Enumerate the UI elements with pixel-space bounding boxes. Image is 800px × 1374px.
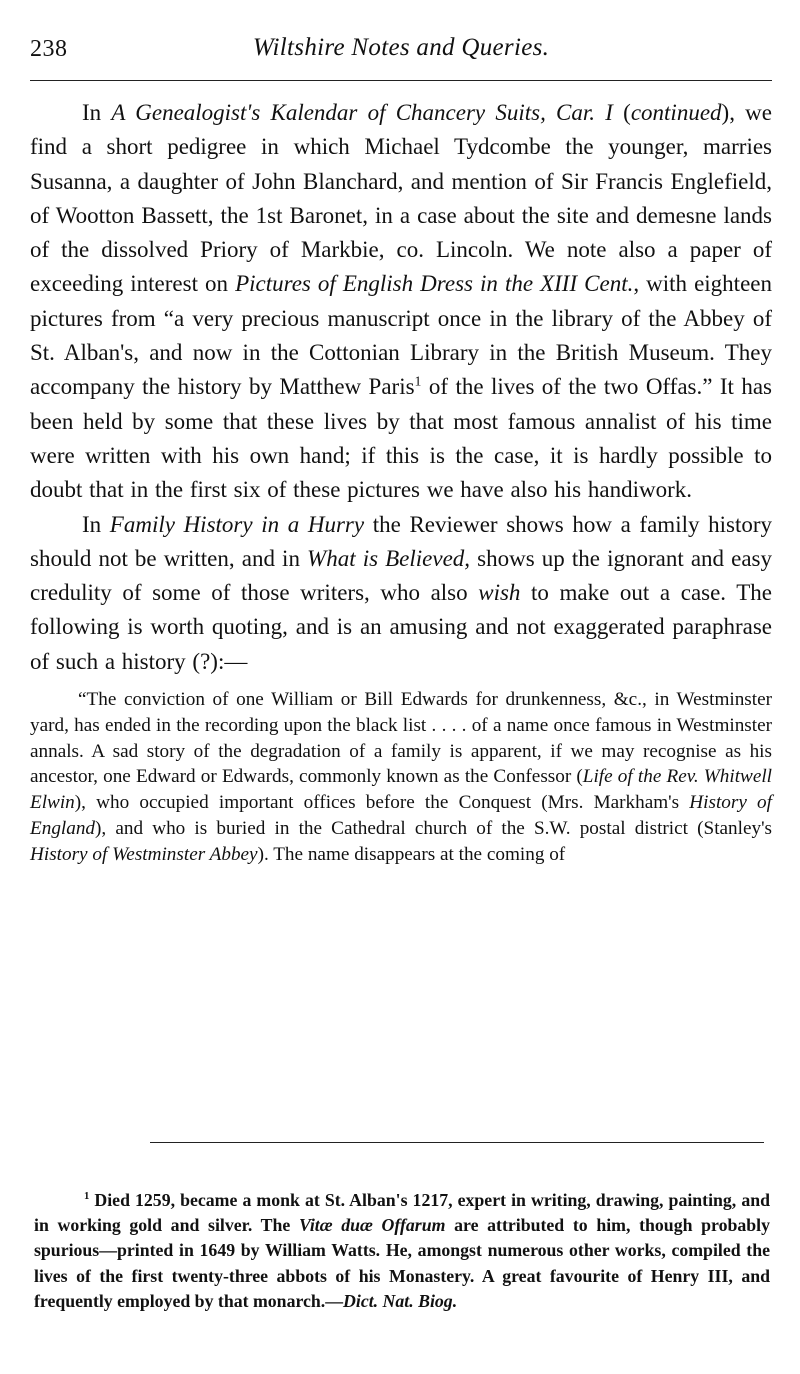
- text-run: “The conviction of one William or Bill Edwards for drunkenness, &c., in Westminster yard, has ended in the recording upon the black list . . . . of a name once famous in Westminster annals. A sad story of the degradation of a family is apparent, if we may recognise as his ancestor, one Edward or Edwards, commonly known as the Confessor (: [30, 689, 772, 788]
- italic-text: continued: [630, 100, 722, 125]
- italic-title: What is Believed,: [307, 545, 471, 571]
- italic-title: Life of the Rev. Whitwell Elwin: [30, 766, 772, 814]
- italic-title: Vitæ duæ Offarum: [298, 1215, 446, 1236]
- footnote-marker: 1: [84, 1190, 90, 1203]
- italic-title: History of England: [30, 792, 772, 840]
- text-run: ), we find a short pedigree in which Michael Tydcombe the younger, marries Susanna, a daughter of John Blanchard, and mention of Sir Francis Englefield, of Wootton Bassett, the 1st Baronet, in a case about the site and demesne lands of the dissolved Priory of Markbie, co. Lincoln. We note also a paper of exceeding interest on: [30, 100, 772, 297]
- italic-title: A Genealogist's Kalendar of Chancery Suits, Car. I: [111, 100, 613, 125]
- citation: Dict. Nat. Biog.: [343, 1290, 458, 1311]
- paragraph-family-history: [30, 508, 772, 679]
- footnote: [34, 1188, 770, 1314]
- paragraph-chancery-suits: [30, 96, 772, 508]
- text-run: In: [82, 100, 112, 125]
- text-run: are attributed to him, though probably spurious—printed in 1649 by William Watts. He, amongst numerous other works, compiled the lives of the first twenty-three abbots of his Monastery. A great favourite of Henry III, and frequently employed by that monarch.—: [34, 1215, 770, 1311]
- italic-emphasis: wish: [478, 580, 521, 606]
- italic-title: Family History in a Hurry: [109, 511, 365, 537]
- italic-title: Pictures of English Dress in the XIII Cent.: [235, 271, 634, 297]
- text-run: , with eighteen pictures from “a very precious manuscript once in the library of the Abbey of St. Alban's, and now in the Cottonian Library in the British Museum. They accompany the history by Matthew Paris: [30, 271, 772, 400]
- text-run: In: [82, 511, 110, 537]
- running-title: Wiltshire Notes and Queries.: [252, 34, 550, 61]
- text-run: ). The name disappears at the coming of: [257, 843, 566, 865]
- text-run: Died 1259, became a monk at St. Alban's 1217, expert in writing, drawing, painting, and in working gold and silver. The: [34, 1190, 770, 1236]
- text-run: (: [612, 100, 631, 125]
- text-run: ), and who is buried in the Cathedral church of the S.W. postal district (Stanley's: [95, 818, 772, 840]
- footnote-reference: 1: [414, 373, 422, 389]
- text-run: the Reviewer shows how a family history should not be written, and in: [30, 511, 772, 571]
- text-run: shows up the ignorant and easy credulity of some of those writers, who also: [30, 545, 772, 606]
- footnote-rule: [150, 1142, 764, 1143]
- body-text: [30, 96, 772, 868]
- text-run: ), who occupied important offices before the Conquest (Mrs. Markham's: [74, 792, 690, 814]
- header-rule: [30, 80, 772, 81]
- text-run: of the lives of the two Offas.” It has been held by some that these lives by that most famous annalist of his time were written with his own hand; if this is the case, it is hardly possible to doubt that in the first six of these pictures we have also his handiwork.: [30, 374, 772, 503]
- italic-title: History of Westminster Abbey: [30, 843, 258, 865]
- text-run: to make out a case. The following is worth quoting, and is an amusing and not exaggerated paraphrase of such a history (?):—: [30, 580, 772, 674]
- running-head: [30, 28, 772, 68]
- block-quote: [30, 687, 772, 868]
- page-number: 238: [30, 36, 68, 62]
